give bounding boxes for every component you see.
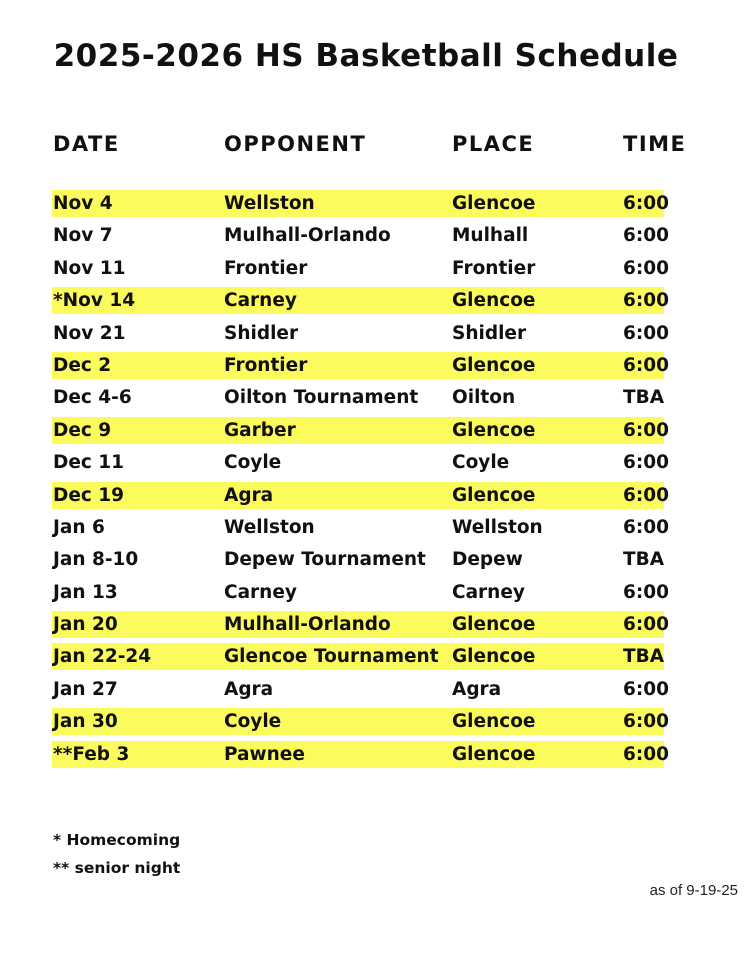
cell-opponent: Depew Tournament xyxy=(224,549,426,571)
cell-time: TBA xyxy=(623,646,665,668)
cell-date: Nov 7 xyxy=(53,225,113,247)
table-row xyxy=(0,706,750,738)
table-row xyxy=(0,641,750,673)
homecoming-note: * Homecoming xyxy=(53,831,181,849)
home-game-highlight xyxy=(52,708,664,735)
cell-time: 6:00 xyxy=(623,678,670,700)
table-row xyxy=(0,382,750,414)
table-row xyxy=(0,285,750,317)
cell-time: TBA xyxy=(623,549,665,571)
cell-date: Nov 21 xyxy=(53,322,126,344)
home-game-highlight xyxy=(52,352,664,379)
table-row xyxy=(0,350,750,382)
cell-time: 6:00 xyxy=(623,516,670,538)
cell-opponent: Shidler xyxy=(224,322,299,344)
table-row xyxy=(0,220,750,252)
cell-place: Glencoe xyxy=(452,743,536,765)
senior-night-note: ** senior night xyxy=(53,859,181,877)
cell-opponent: Garber xyxy=(224,419,296,441)
cell-date: Jan 20 xyxy=(53,614,118,636)
footnotes xyxy=(53,826,180,882)
cell-opponent: Mulhall-Orlando xyxy=(224,614,391,636)
cell-opponent: Pawnee xyxy=(224,743,305,765)
table-row xyxy=(0,739,750,771)
cell-opponent: Coyle xyxy=(224,452,282,474)
cell-date: Jan 8-10 xyxy=(53,549,139,571)
cell-time: 6:00 xyxy=(623,711,670,733)
cell-date: Nov 4 xyxy=(53,193,113,214)
header-opponent: OPPONENT xyxy=(224,132,367,156)
cell-time: 6:00 xyxy=(623,484,670,506)
page-title: 2025-2026 HS Basketball Schedule xyxy=(53,38,679,74)
table-row xyxy=(0,188,750,220)
cell-time: 6:00 xyxy=(623,257,670,279)
cell-opponent: Wellston xyxy=(224,516,315,538)
home-game-highlight xyxy=(52,190,664,217)
cell-opponent: Oilton Tournament xyxy=(224,387,419,409)
cell-date: Dec 9 xyxy=(53,419,112,441)
cell-place: Glencoe xyxy=(452,484,536,506)
table-row xyxy=(0,609,750,641)
table-row xyxy=(0,512,750,544)
cell-time: 6:00 xyxy=(623,225,670,247)
cell-time: 6:00 xyxy=(623,193,670,214)
cell-date: Dec 4-6 xyxy=(53,387,132,409)
cell-time: 6:00 xyxy=(623,322,670,344)
cell-place: Depew xyxy=(452,549,523,571)
table-row xyxy=(0,674,750,706)
home-game-highlight xyxy=(52,482,664,509)
table-row xyxy=(0,577,750,609)
cell-date: Dec 2 xyxy=(53,354,112,376)
cell-place: Glencoe xyxy=(452,646,536,668)
cell-date: Dec 19 xyxy=(53,484,125,506)
cell-place: Coyle xyxy=(452,452,510,474)
home-game-highlight xyxy=(52,741,664,768)
home-game-highlight xyxy=(52,417,664,444)
cell-time: 6:00 xyxy=(623,452,670,474)
cell-opponent: Carney xyxy=(224,581,297,603)
cell-time: 6:00 xyxy=(623,419,670,441)
cell-time: 6:00 xyxy=(623,581,670,603)
cell-date: Jan 22-24 xyxy=(53,646,152,668)
cell-date: **Feb 3 xyxy=(53,743,130,765)
cell-opponent: Wellston xyxy=(224,193,315,214)
cell-opponent: Agra xyxy=(224,678,274,700)
cell-time: 6:00 xyxy=(623,290,670,312)
cell-date: Nov 11 xyxy=(53,257,126,279)
cell-place: Glencoe xyxy=(452,419,536,441)
cell-opponent: Glencoe Tournament xyxy=(224,646,439,668)
cell-time: 6:00 xyxy=(623,614,670,636)
schedule-table xyxy=(0,188,750,771)
table-row xyxy=(0,447,750,479)
table-row xyxy=(0,318,750,350)
cell-date: *Nov 14 xyxy=(53,290,136,312)
home-game-highlight xyxy=(52,287,664,314)
cell-place: Frontier xyxy=(452,257,536,279)
header-time: TIME xyxy=(623,132,687,156)
table-row xyxy=(0,480,750,512)
cell-place: Wellston xyxy=(452,516,543,538)
cell-place: Glencoe xyxy=(452,290,536,312)
header-date: DATE xyxy=(53,132,120,156)
table-row xyxy=(0,415,750,447)
cell-opponent: Coyle xyxy=(224,711,282,733)
cell-time: 6:00 xyxy=(623,743,670,765)
table-row xyxy=(0,544,750,576)
cell-date: Jan 30 xyxy=(53,711,118,733)
cell-place: Mulhall xyxy=(452,225,529,247)
cell-place: Glencoe xyxy=(452,711,536,733)
cell-place: Oilton xyxy=(452,387,516,409)
cell-opponent: Agra xyxy=(224,484,274,506)
table-row xyxy=(0,253,750,285)
cell-place: Shidler xyxy=(452,322,527,344)
cell-place: Agra xyxy=(452,678,502,700)
cell-time: 6:00 xyxy=(623,354,670,376)
cell-place: Glencoe xyxy=(452,614,536,636)
header-place: PLACE xyxy=(452,132,535,156)
cell-date: Jan 13 xyxy=(53,581,118,603)
cell-opponent: Carney xyxy=(224,290,297,312)
table-header xyxy=(0,128,750,160)
cell-date: Dec 11 xyxy=(53,452,125,474)
cell-time: TBA xyxy=(623,387,665,409)
cell-opponent: Frontier xyxy=(224,257,308,279)
cell-place: Carney xyxy=(452,581,525,603)
cell-opponent: Frontier xyxy=(224,354,308,376)
as-of-date: as of 9-19-25 xyxy=(649,882,738,899)
cell-date: Jan 27 xyxy=(53,678,118,700)
cell-place: Glencoe xyxy=(452,354,536,376)
cell-opponent: Mulhall-Orlando xyxy=(224,225,391,247)
cell-date: Jan 6 xyxy=(53,516,105,538)
cell-place: Glencoe xyxy=(452,193,536,214)
